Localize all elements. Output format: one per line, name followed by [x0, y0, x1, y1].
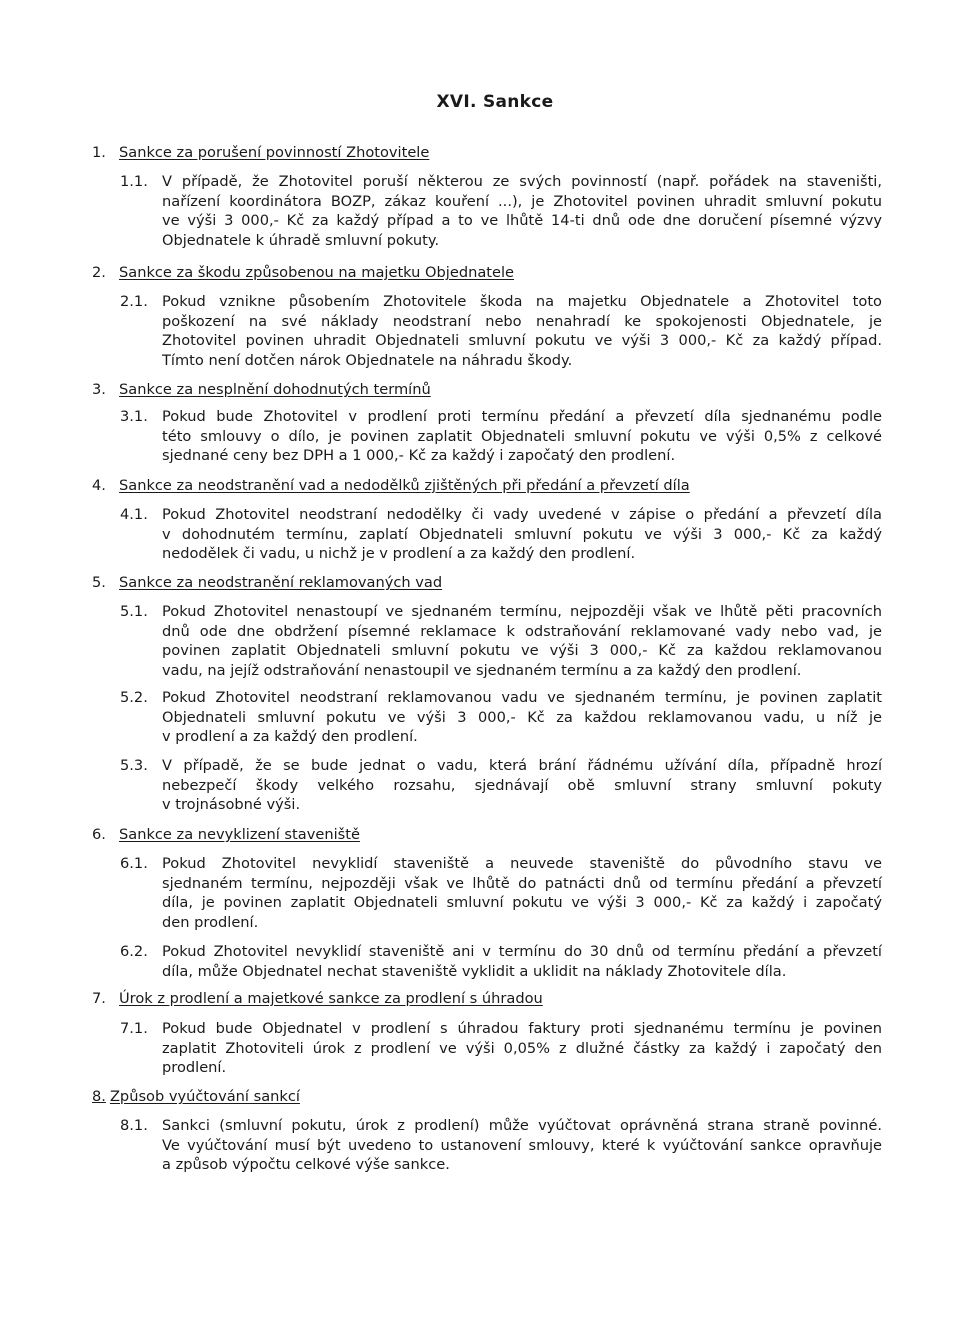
clause-number: 1.1. [120, 173, 148, 190]
clause-line: Pokud vznikne působením Zhotovitele škoda na majetku Objednatele a Zhotovitel toto [162, 293, 882, 310]
section-heading [92, 264, 514, 282]
section-heading [92, 477, 690, 495]
clause [120, 1019, 902, 1078]
clause-text [162, 756, 882, 815]
clause-line: Pokud Zhotovitel neodstraní nedodělky či vady uvedené v zápise o předání a převzetí díla [162, 506, 882, 523]
clause-line: vadu, na jejíž odstraňování nenastoupil ve sjednaném termínu a za každý den prodlení. [162, 661, 802, 679]
clause-text [162, 688, 882, 747]
clause-line: v dohodnutém termínu, zaplatí Objednateli smluvní pokutu ve výši 3 000,- Kč za každý [162, 525, 882, 543]
section-heading [92, 144, 429, 162]
clause-line: Sankci (smluvní pokutu, úrok z prodlení) může vyúčtovat oprávněná strana straně povinné. [162, 1117, 882, 1134]
clause-line: V případě, že se bude jednat o vadu, která brání řádnému užívání díla, případně hrozí [162, 757, 882, 774]
clause-number: 3.1. [120, 408, 148, 425]
clause-line: této smlouvy o dílo, je povinen zaplatit Objednateli smluvní pokutu ve výši 0,5% z celkové [162, 427, 882, 445]
clause-line: Pokud bude Objednatel v prodlení s úhradou faktury proti sjednanému termínu je povinen [162, 1020, 882, 1037]
clause-number: 5.1. [120, 603, 148, 620]
clause-line: sjednané ceny bez DPH a 1 000,- Kč za každý i započatý den prodlení. [162, 447, 676, 465]
clause [120, 1116, 902, 1175]
clause-line: povinen zaplatit Objednateli smluvní pokutu ve výši 3 000,- Kč za každou reklamovanou [162, 642, 882, 660]
clause-line: Objednatele k úhradě smluvní pokuty. [162, 231, 440, 249]
clause [120, 602, 902, 680]
clause-text [162, 505, 882, 564]
clause-line: nařízení koordinátora BOZP, zákaz kouření ...), je Zhotovitel povinen uhradit smluvní pokutu [162, 192, 882, 210]
clause-text [162, 1019, 882, 1078]
section-heading [92, 381, 431, 399]
clause-text [162, 602, 882, 680]
clause [120, 407, 902, 466]
clause-text [162, 942, 882, 981]
clause [120, 292, 902, 370]
clause-line: den prodlení. [162, 913, 259, 931]
section-title: Sankce za nevyklizení staveniště [119, 826, 360, 843]
clause [120, 854, 902, 932]
section-title: Způsob vyúčtování sankcí [109, 1088, 300, 1105]
clause-number: 5.3. [120, 757, 148, 774]
clause-line: Tímto není dotčen nárok Objednatele na náhradu škody. [162, 351, 573, 369]
clause-line: a způsob výpočtu celkové výše sankce. [162, 1156, 450, 1174]
clause-line: Zhotovitel povinen uhradit Objednateli smluvní pokutu ve výši 3 000,- Kč za každý případ. [162, 332, 882, 350]
clause-line: nedodělek či vadu, u nichž je v prodlení a za každý den prodlení. [162, 545, 636, 563]
clause-number: 8.1. [120, 1117, 148, 1134]
clause-text [162, 854, 882, 932]
clause-number: 6.1. [120, 855, 148, 872]
clause [120, 688, 902, 747]
section-heading [92, 1088, 300, 1106]
clause-line: v trojnásobné výši. [162, 796, 301, 814]
clause-line: zaplatit Zhotoviteli úrok z prodlení ve výši 0,05% z dlužné částky za každý i započatý den [162, 1039, 882, 1057]
section-title: Sankce za neodstranění reklamovaných vad [119, 574, 443, 591]
clause-line: Objednateli smluvní pokutu ve výši 3 000,- Kč za každou reklamovanou vadu, u níž je [162, 708, 882, 726]
section-title: Sankce za porušení povinností Zhotovitele [119, 144, 430, 161]
clause-line: sjednaném termínu, nejpozději však ve lhůtě do patnácti dnů od termínu předání a převzetí [162, 874, 882, 892]
clause [120, 505, 902, 564]
clause [120, 942, 902, 981]
section-heading [92, 574, 442, 592]
section-title: Sankce za škodu způsobenou na majetku Objednatele [119, 264, 515, 281]
clause-line: V případě, že Zhotovitel poruší některou ze svých povinností (např. pořádek na staveništi, [162, 173, 882, 190]
section-title: Sankce za nesplnění dohodnutých termínů [119, 381, 431, 398]
clause-line: v prodlení a za každý den prodlení. [162, 728, 418, 746]
section-title: Úrok z prodlení a majetkové sankce za prodlení s úhradou [119, 990, 543, 1007]
section-title: Sankce za neodstranění vad a nedodělků zjištěných při předání a převzetí díla [119, 477, 690, 494]
clause [120, 756, 902, 815]
clause-line: Pokud Zhotovitel neodstraní reklamovanou vadu ve sjednaném termínu, je povinen zaplatit [162, 689, 882, 706]
clause-text [162, 1116, 882, 1175]
section-number: 6. [92, 826, 106, 843]
clause-line: nebezpečí škody velkého rozsahu, sjednávají obě smluvní strany smluvní pokuty [162, 776, 882, 794]
clause-line: díla, je povinen zaplatit Objednateli smluvní pokutu ve výši 3 000,- Kč za každý i započatý [162, 894, 882, 912]
section-number: 7. [92, 990, 106, 1007]
section-number: 5. [92, 574, 106, 591]
clause-text [162, 407, 882, 466]
clause-line: poškození na své náklady neodstraní nebo nenahradí ke spokojenosti Objednatele, je [162, 312, 882, 330]
clause-line: Pokud Zhotovitel nevyklidí staveniště a neuvede staveniště do původního stavu ve [162, 855, 882, 872]
clause-line: ve výši 3 000,- Kč za každý případ a to ve lhůtě 14-ti dnů ode dne doručení písemné výzvy [162, 212, 882, 230]
section-heading [92, 990, 543, 1008]
clause-number: 2.1. [120, 293, 148, 310]
section-number: 2. [92, 264, 106, 281]
clause-line: dnů ode dne obdržení písemné reklamace k odstraňování reklamované vady nebo vad, je [162, 622, 882, 640]
clause-line: Ve vyúčtování musí být uvedeno to ustanovení smlouvy, které k vyúčtování sankce opravňuje [162, 1136, 882, 1154]
clause-text [162, 172, 882, 250]
section-number: 3. [92, 381, 106, 398]
section-number: 4. [92, 477, 106, 494]
clause-number: 4.1. [120, 506, 148, 523]
clause [120, 172, 902, 250]
clause-text [162, 292, 882, 370]
clause-number: 5.2. [120, 689, 148, 706]
clause-number: 7.1. [120, 1020, 148, 1037]
section-number: 1. [92, 144, 106, 161]
clause-line: Pokud bude Zhotovitel v prodlení proti termínu předání a převzetí díla sjednanému podle [162, 408, 882, 425]
clause-line: Pokud Zhotovitel nevyklidí staveniště ani v termínu do 30 dnů od termínu předání a převzetí [162, 943, 882, 960]
clause-number: 6.2. [120, 943, 148, 960]
section-number: 8. [92, 1088, 106, 1105]
chapter-title: XVI. Sankce [436, 92, 554, 112]
clause-line: díla, může Objednatel nechat staveniště vyklidit a uklidit na náklady Zhotovitele díla. [162, 962, 787, 980]
section-heading [92, 826, 360, 844]
clause-line: prodlení. [162, 1059, 227, 1077]
clause-line: Pokud Zhotovitel nenastoupí ve sjednaném termínu, nejpozději však ve lhůtě pěti pracovních [162, 603, 882, 620]
